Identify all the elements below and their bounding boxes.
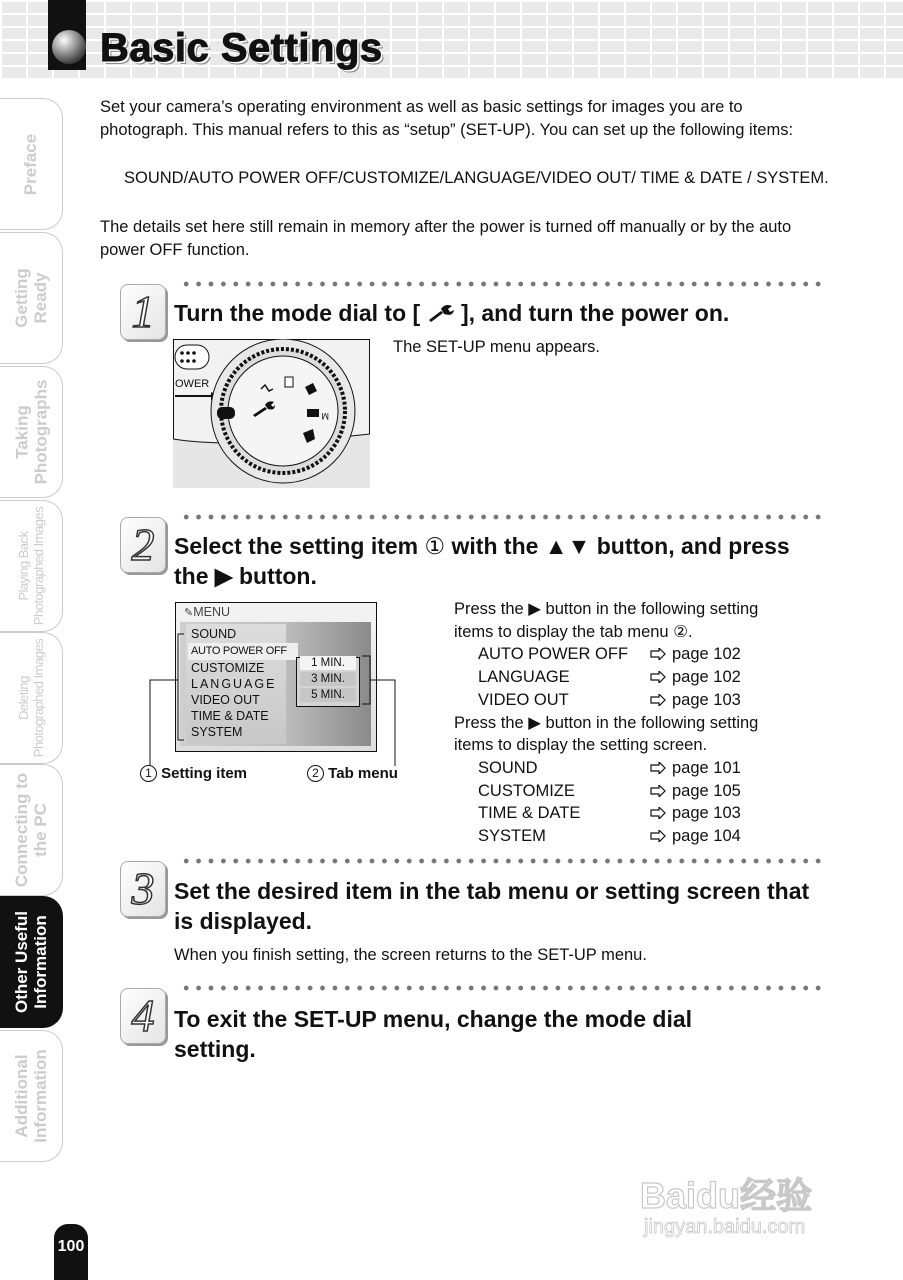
arrow-icon (650, 648, 666, 660)
menu-item-auto-power-off: AUTO POWER OFF (191, 645, 287, 657)
step4-heading: To exit the SET-UP menu, change the mode dial setting. (174, 1006, 693, 1062)
step2-number: 2 (120, 517, 166, 573)
step2-line1: Press the ▶ button in the following setting (454, 600, 759, 618)
menu-item-sound: SOUND (191, 627, 237, 641)
arrow-icon (650, 762, 666, 774)
arrow-icon (650, 830, 666, 842)
step3-number: 3 (120, 861, 166, 917)
group2-row-time-date: TIME & DATE page 103 (478, 804, 741, 823)
step4-divider (180, 985, 825, 991)
step2-instructions (454, 598, 814, 848)
menu-title: ✎MENU (184, 605, 231, 619)
tab-other-useful-information[interactable]: Other Useful Information (0, 896, 63, 1028)
page-title: Basic Settings (100, 26, 383, 70)
menu-item-language: LANGUAGE (191, 677, 277, 691)
group2-row-customize: CUSTOMIZE page 105 (478, 781, 741, 800)
tab-getting-ready[interactable]: Getting Ready (0, 232, 63, 364)
menu-item-video-out: VIDEO OUT (191, 693, 260, 707)
intro-paragraph: Set your camera’s operating environment as well as basic settings for images you are to photograph. This manual refers to this as “setup” (SET-UP). You can set up the following items: (100, 98, 794, 139)
menu-item-time-date: TIME & DATE (191, 709, 269, 723)
step1-description: The SET-UP menu appears. (393, 338, 600, 356)
step3-heading: Set the desired item in the tab menu or setting screen that is displayed. (174, 878, 810, 934)
arrow-icon (650, 671, 666, 683)
step2-line2: items to display the tab menu ②. (454, 622, 693, 641)
step1-divider (180, 281, 825, 287)
group1-row-auto-power-off: AUTO POWER OFF page 102 (478, 645, 741, 664)
step2-line3: Press the ▶ button in the following setting (454, 713, 759, 732)
tab-item-3min: 3 MIN. (300, 672, 356, 686)
tab-playing-back[interactable]: Playing Back Photographed Images (0, 500, 63, 632)
tab-additional-information[interactable]: Additional Information (0, 1030, 63, 1162)
tab-deleting[interactable]: Deleting Photographed Images (0, 632, 63, 764)
callout-lines (140, 620, 400, 770)
arrow-icon (650, 694, 666, 706)
intro-memory-note: The details set here still remain in memory after the power is turned off manually or by the auto power OFF function. (100, 218, 792, 259)
page-number: 100 (57, 1238, 85, 1255)
step2-heading: Select the setting item ① with the ▲▼ button, and press the ▶ button. (174, 533, 790, 589)
tab-item-5min: 5 MIN. (300, 688, 356, 702)
group2-row-system: SYSTEM page 104 (478, 827, 741, 846)
header-ball-icon (52, 30, 86, 64)
arrow-icon (650, 785, 666, 797)
step2-divider (180, 514, 825, 520)
tab-item-1min: 1 MIN. (300, 656, 356, 670)
dial-m-label: M (321, 411, 329, 421)
wrench-icon (427, 303, 455, 323)
step3-divider (180, 858, 825, 864)
menu-item-system: SYSTEM (191, 725, 243, 739)
step3-description: When you finish setting, the screen returns to the SET-UP menu. (174, 946, 647, 964)
group1-row-language: LANGUAGE page 102 (478, 668, 741, 687)
tab-preface[interactable]: Preface (0, 98, 63, 230)
step1-number: 1 (120, 284, 166, 340)
group1-row-video-out: VIDEO OUT page 103 (478, 690, 741, 709)
arrow-icon (650, 807, 666, 819)
group2-row-sound: SOUND page 101 (478, 758, 741, 777)
step4-number: 4 (120, 988, 166, 1044)
watermark-url: jingyan.baidu.com (644, 1216, 806, 1238)
tab-taking-photographs[interactable]: Taking Photographs (0, 366, 63, 498)
callout-tab-menu: 2 Tab menu (307, 765, 398, 782)
callout-setting-item: 1 Setting item (140, 765, 247, 782)
power-label: OWER (175, 378, 210, 390)
watermark-brand: Baidu经验 (640, 1175, 813, 1216)
intro-items: SOUND/AUTO POWER OFF/CUSTOMIZE/LANGUAGE/VIDEO OUT/ TIME & DATE / SYSTEM. (124, 169, 829, 187)
mode-dial-illustration (173, 339, 370, 488)
step2-line4: items to display the setting screen. (454, 736, 708, 755)
wrench-small-icon: ✎ (184, 607, 194, 619)
step1-heading: Turn the mode dial to [ ], and turn the power on. (174, 300, 730, 326)
tab-connecting-pc[interactable]: Connecting to the PC (0, 764, 63, 896)
menu-item-customize: CUSTOMIZE (191, 661, 265, 675)
